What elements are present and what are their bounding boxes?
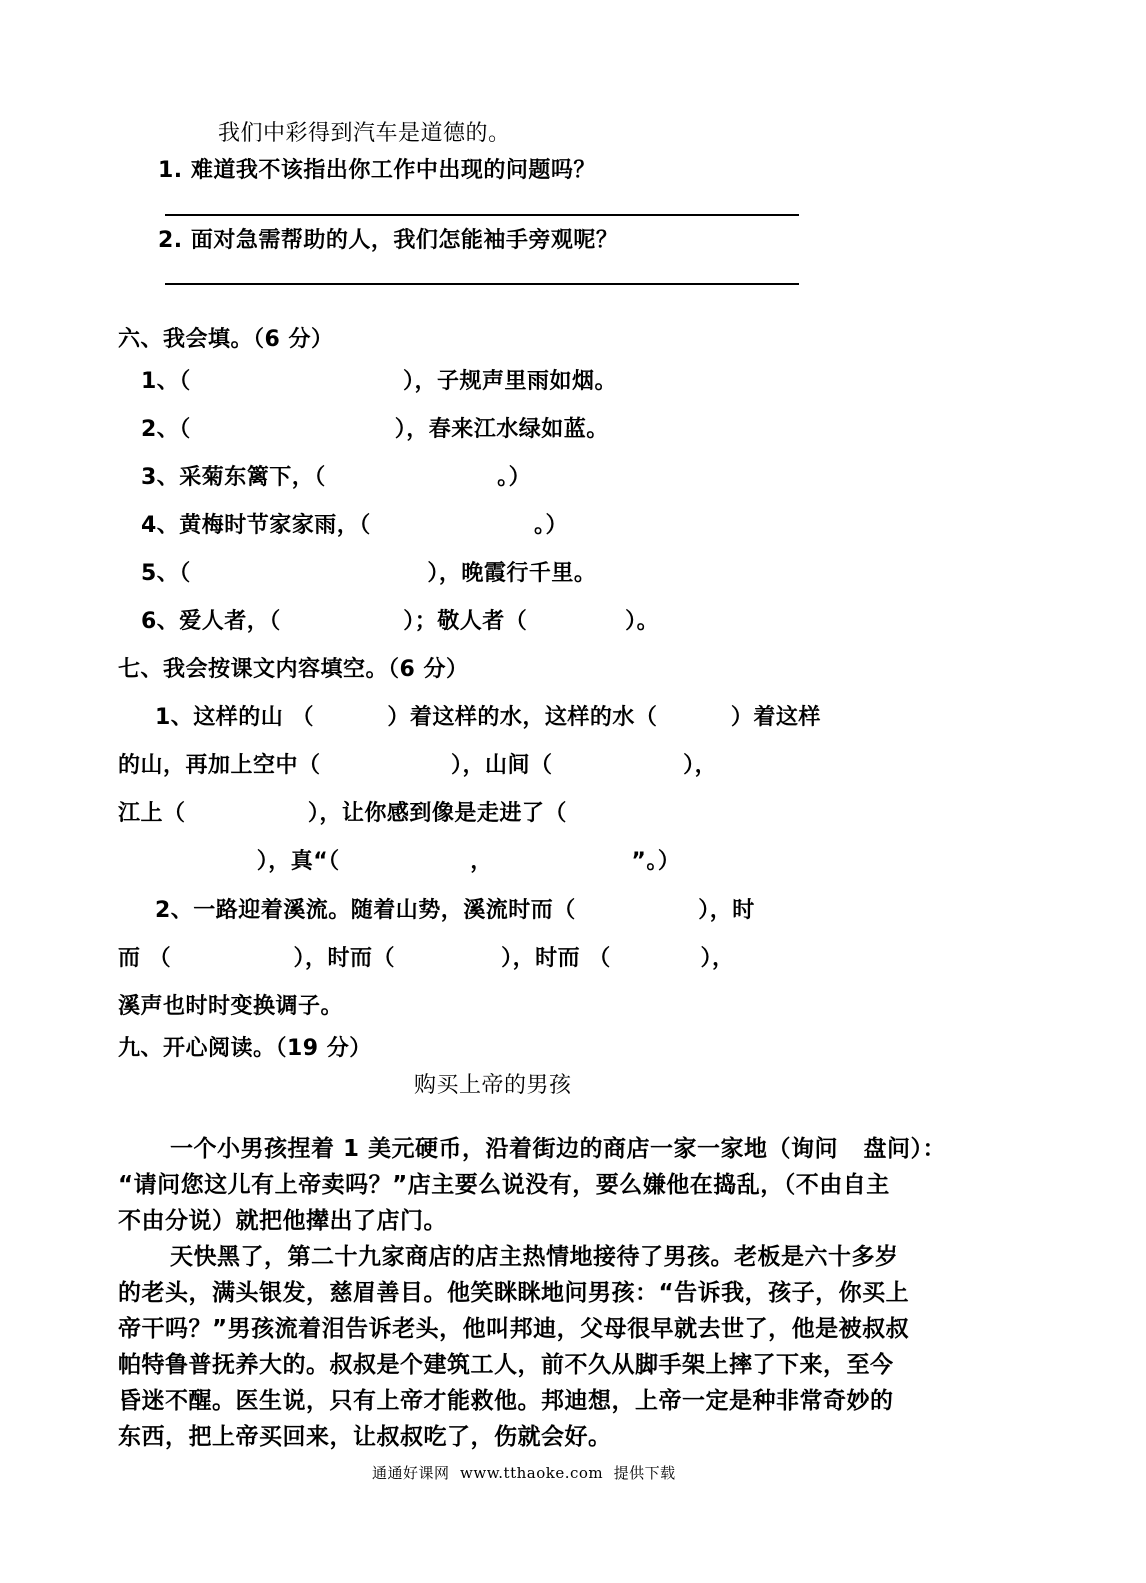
reading-line-3: 不由分说）就把他撵出了店门。 bbox=[118, 1208, 447, 1234]
reading-line-7: 帕特鲁普抚养大的。叔叔是个建筑工人，前不久从脚手架上摔了下来，至今 bbox=[118, 1352, 894, 1378]
answer-line-1[interactable] bbox=[165, 214, 799, 216]
reading-title: 购买上帝的男孩 bbox=[414, 1073, 572, 1098]
reading-line-8: 昏迷不醒。医生说，只有上帝才能救他。邦迪想，上帝一定是种非常奇妙的 bbox=[118, 1388, 894, 1414]
previous-answer-line: 我们中彩得到汽车是道德的。 bbox=[218, 121, 511, 146]
cloze-line-3[interactable]: 江上（ ），让你感到像是走进了（ bbox=[118, 801, 567, 826]
fill-item-5[interactable]: 5、（ ），晚霞行千里。 bbox=[141, 561, 597, 586]
answer-line-2[interactable] bbox=[165, 283, 799, 285]
section-6-heading: 六、我会填。（6 分） bbox=[118, 327, 334, 352]
reading-line-4: 天快黑了，第二十九家商店的店主热情地接待了男孩。老板是六十多岁 bbox=[170, 1244, 899, 1270]
cloze-line-1[interactable]: 1、这样的山 （ ）着这样的水，这样的水（ ）着这样 bbox=[155, 705, 821, 730]
fill-item-6[interactable]: 6、爱人者，（ ）；敬人者（ ）。 bbox=[141, 609, 660, 634]
cloze-line-4[interactable]: ），真“（ ， ”。） bbox=[118, 849, 681, 874]
cloze-line-5[interactable]: 2、一路迎着溪流。随着山势，溪流时而（ ），时 bbox=[155, 898, 755, 923]
fill-item-4[interactable]: 4、黄梅时节家家雨，（ 。） bbox=[141, 513, 568, 538]
cloze-line-2[interactable]: 的山，再加上空中（ ），山间（ ）， bbox=[118, 753, 718, 778]
rewrite-question-1: 1. 难道我不该指出你工作中出现的问题吗？ bbox=[158, 158, 596, 183]
reading-line-5: 的老头，满头银发，慈眉善目。他笑眯眯地问男孩：“告诉我，孩子，你买上 bbox=[118, 1280, 910, 1306]
reading-line-2: “请问您这儿有上帝卖吗？”店主要么说没有，要么嫌他在捣乱，（不由自主 bbox=[118, 1172, 890, 1198]
footer-watermark: 通通好课网 www.tthaoke.com 提供下载 bbox=[372, 1464, 676, 1482]
reading-line-6: 帝干吗？”男孩流着泪告诉老头，他叫邦迪，父母很早就去世了，他是被叔叔 bbox=[118, 1316, 910, 1342]
cloze-line-6[interactable]: 而 （ ），时而（ ），时而 （ ）， bbox=[118, 946, 735, 971]
rewrite-question-2: 2. 面对急需帮助的人，我们怎能袖手旁观呢？ bbox=[158, 228, 619, 253]
section-7-heading: 七、我会按课文内容填空。（6 分） bbox=[118, 657, 469, 682]
section-9-heading: 九、开心阅读。（19 分） bbox=[118, 1036, 372, 1061]
fill-item-2[interactable]: 2、（ ），春来江水绿如蓝。 bbox=[141, 417, 609, 442]
fill-item-1[interactable]: 1、（ ），子规声里雨如烟。 bbox=[141, 369, 617, 394]
cloze-line-7: 溪声也时时变换调子。 bbox=[118, 994, 344, 1019]
fill-item-3[interactable]: 3、采菊东篱下，（ 。） bbox=[141, 465, 532, 490]
reading-line-9: 东西，把上帝买回来，让叔叔吃了，伤就会好。 bbox=[118, 1424, 612, 1450]
reading-line-1: 一个小男孩捏着 1 美元硬币，沿着街边的商店一家一家地（询问 盘问）： bbox=[170, 1136, 947, 1162]
